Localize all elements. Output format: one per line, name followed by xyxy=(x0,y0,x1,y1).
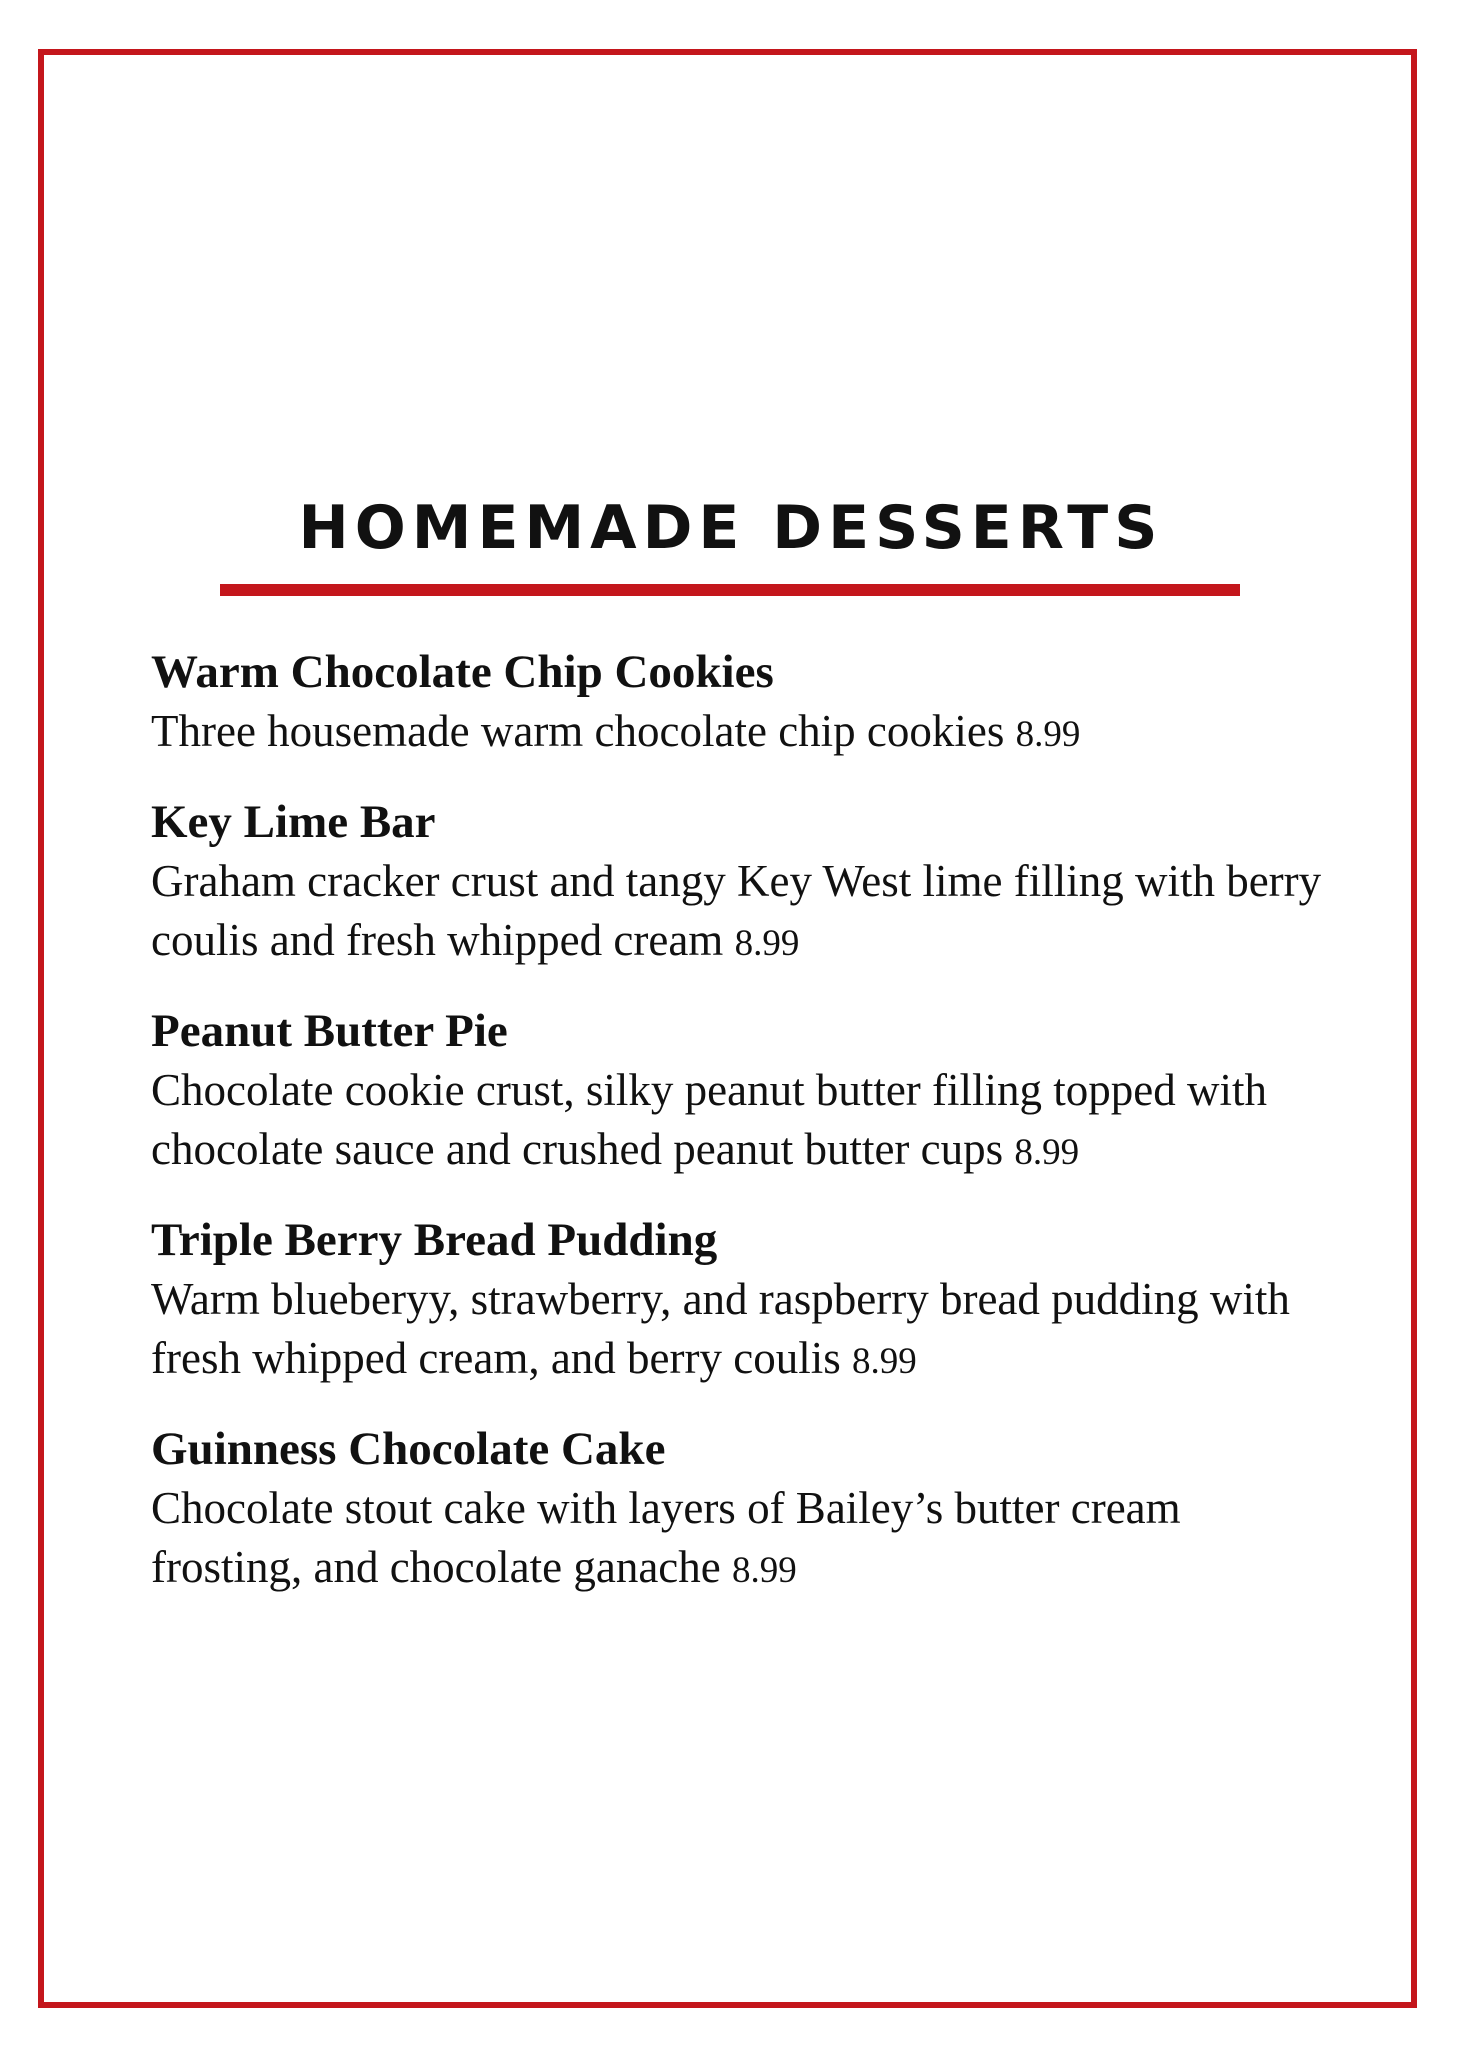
menu-item xyxy=(151,1210,1341,1391)
item-name: Key Lime Bar xyxy=(151,796,436,848)
item-name: Triple Berry Bread Pudding xyxy=(151,1214,718,1266)
item-description-text: Chocolate cookie crust, silky peanut butter filling topped with chocolate sauce and crushed peanut butter cups xyxy=(151,1065,1268,1174)
item-description xyxy=(151,1479,1341,1600)
item-description xyxy=(151,1061,1341,1182)
menu-title: HOMEMADE DESSERTS xyxy=(298,493,1164,563)
item-price: 8.99 xyxy=(852,1341,917,1382)
item-description-text: Graham cracker crust and tangy Key West lime filling with berry coulis and fresh whipped cream xyxy=(151,856,1322,965)
menu-item xyxy=(151,792,1341,973)
item-description-text: Chocolate stout cake with layers of Bailey’s butter cream frosting, and chocolate ganache xyxy=(151,1483,1181,1592)
menu-item xyxy=(151,642,1341,764)
item-description-text: Warm blueberyy, strawberry, and raspberry bread pudding with fresh whipped cream, and berry coulis xyxy=(151,1274,1290,1383)
item-name: Warm Chocolate Chip Cookies xyxy=(151,646,774,698)
item-price: 8.99 xyxy=(1014,1132,1080,1173)
menu-item xyxy=(151,1001,1341,1182)
item-name: Guinness Chocolate Cake xyxy=(151,1423,666,1475)
title-underline xyxy=(220,584,1240,596)
item-price: 8.99 xyxy=(734,923,800,964)
item-description xyxy=(151,852,1341,973)
item-price: 8.99 xyxy=(1015,714,1081,755)
dessert-list xyxy=(151,642,1341,1628)
menu-item xyxy=(151,1419,1341,1600)
item-description xyxy=(151,1270,1341,1391)
item-name: Peanut Butter Pie xyxy=(151,1005,508,1057)
item-price: 8.99 xyxy=(732,1550,797,1591)
item-description xyxy=(151,702,1341,764)
item-description-text: Three housemade warm chocolate chip cookies xyxy=(151,706,1005,756)
